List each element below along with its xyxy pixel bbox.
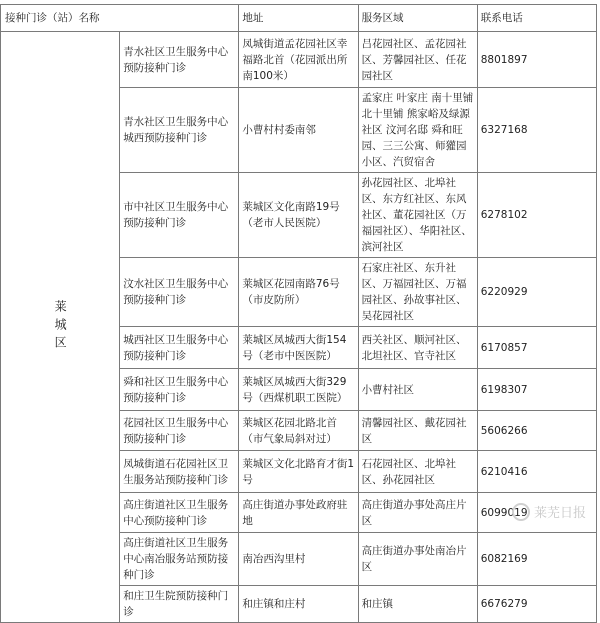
service-area: 小曹村社区 [358, 369, 477, 411]
newspaper-logo-icon [512, 503, 530, 521]
clinic-name: 城西社区卫生服务中心预防接种门诊 [120, 327, 239, 369]
clinic-address: 小曹村村委南邻 [239, 88, 358, 173]
service-area: 和庄镇 [358, 586, 477, 623]
clinic-name: 高庄街道社区卫生服务中心南冶服务站预防接种门诊 [120, 533, 239, 586]
phone-number: 6170857 [477, 327, 596, 369]
header-name: 接种门诊（站）名称 [1, 5, 239, 32]
service-area: 高庄街道办事处南冶片区 [358, 533, 477, 586]
service-area: 西关社区、顺河社区、北坦社区、官寺社区 [358, 327, 477, 369]
clinic-address: 莱城区凤城西大街154号（老市中医医院） [239, 327, 358, 369]
clinic-address: 莱城区文化北路育才街1号 [239, 451, 358, 493]
clinic-address: 凤城街道孟花园社区幸福路北首（花园派出所南100米） [239, 32, 358, 88]
service-area: 石家庄社区、东升社区、万福园社区、万福园社区、孙故事社区、吴花园社区 [358, 258, 477, 327]
clinic-address: 莱城区文化南路19号（老市人民医院） [239, 173, 358, 258]
phone-number: 6676279 [477, 586, 596, 623]
clinic-name: 市中社区卫生服务中心预防接种门诊 [120, 173, 239, 258]
phone-number: 6327168 [477, 88, 596, 173]
phone-number: 6099019 [477, 493, 596, 533]
clinic-name: 和庄卫生院预防接种门诊 [120, 586, 239, 623]
clinic-address: 莱城区花园北路北首（市气象局斜对过） [239, 411, 358, 451]
clinic-address: 莱城区花园南路76号（市皮防所） [239, 258, 358, 327]
phone-number: 6082169 [477, 533, 596, 586]
header-address: 地址 [239, 5, 358, 32]
district-cell: 莱城区 [1, 32, 120, 623]
header-phone: 联系电话 [477, 5, 596, 32]
newspaper-watermark [512, 502, 586, 521]
clinic-address: 莱城区凤城西大街329号（西煤机职工医院） [239, 369, 358, 411]
clinic-address: 高庄街道办事处政府驻地 [239, 493, 358, 533]
phone-number: 8801897 [477, 32, 596, 88]
clinic-name: 高庄街道社区卫生服务中心预防接种门诊 [120, 493, 239, 533]
table-header-row [1, 5, 597, 32]
clinic-address: 南冶西沟里村 [239, 533, 358, 586]
service-area: 孙花园社区、北埠社区、东方红社区、东风社区、董花园社区（万福园社区）、华阳社区、滨河社区 [358, 173, 477, 258]
watermark-text: 莱芜日报 [533, 506, 586, 521]
clinic-name: 舜和社区卫生服务中心预防接种门诊 [120, 369, 239, 411]
clinic-name: 花园社区卫生服务中心预防接种门诊 [120, 411, 239, 451]
phone-number: 6278102 [477, 173, 596, 258]
service-area: 石花园社区、北埠社区、孙花园社区 [358, 451, 477, 493]
service-area: 吕花园社区、孟花园社区、芳馨园社区、任花园社区 [358, 32, 477, 88]
clinic-name: 青水社区卫生服务中心预防接种门诊 [120, 32, 239, 88]
service-area: 清馨园社区、戴花园社区 [358, 411, 477, 451]
clinic-name: 青水社区卫生服务中心城西预防接种门诊 [120, 88, 239, 173]
clinic-name: 凤城街道石花园社区卫生服务站预防接种门诊 [120, 451, 239, 493]
phone-number: 5606266 [477, 411, 596, 451]
table-row [1, 32, 597, 88]
service-area: 孟家庄 叶家庄 南十里铺 北十里铺 熊家峪及绿源社区 汶河名邸 舜和旺园、三三公寓、师獾园小区、汽贸宿舍 [358, 88, 477, 173]
phone-number: 6220929 [477, 258, 596, 327]
header-area: 服务区域 [358, 5, 477, 32]
service-area: 高庄街道办事处高庄片区 [358, 493, 477, 533]
phone-number: 6210416 [477, 451, 596, 493]
clinic-name: 汶水社区卫生服务中心预防接种门诊 [120, 258, 239, 327]
phone-number: 6198307 [477, 369, 596, 411]
clinic-table [0, 4, 597, 623]
clinic-address: 和庄镇和庄村 [239, 586, 358, 623]
